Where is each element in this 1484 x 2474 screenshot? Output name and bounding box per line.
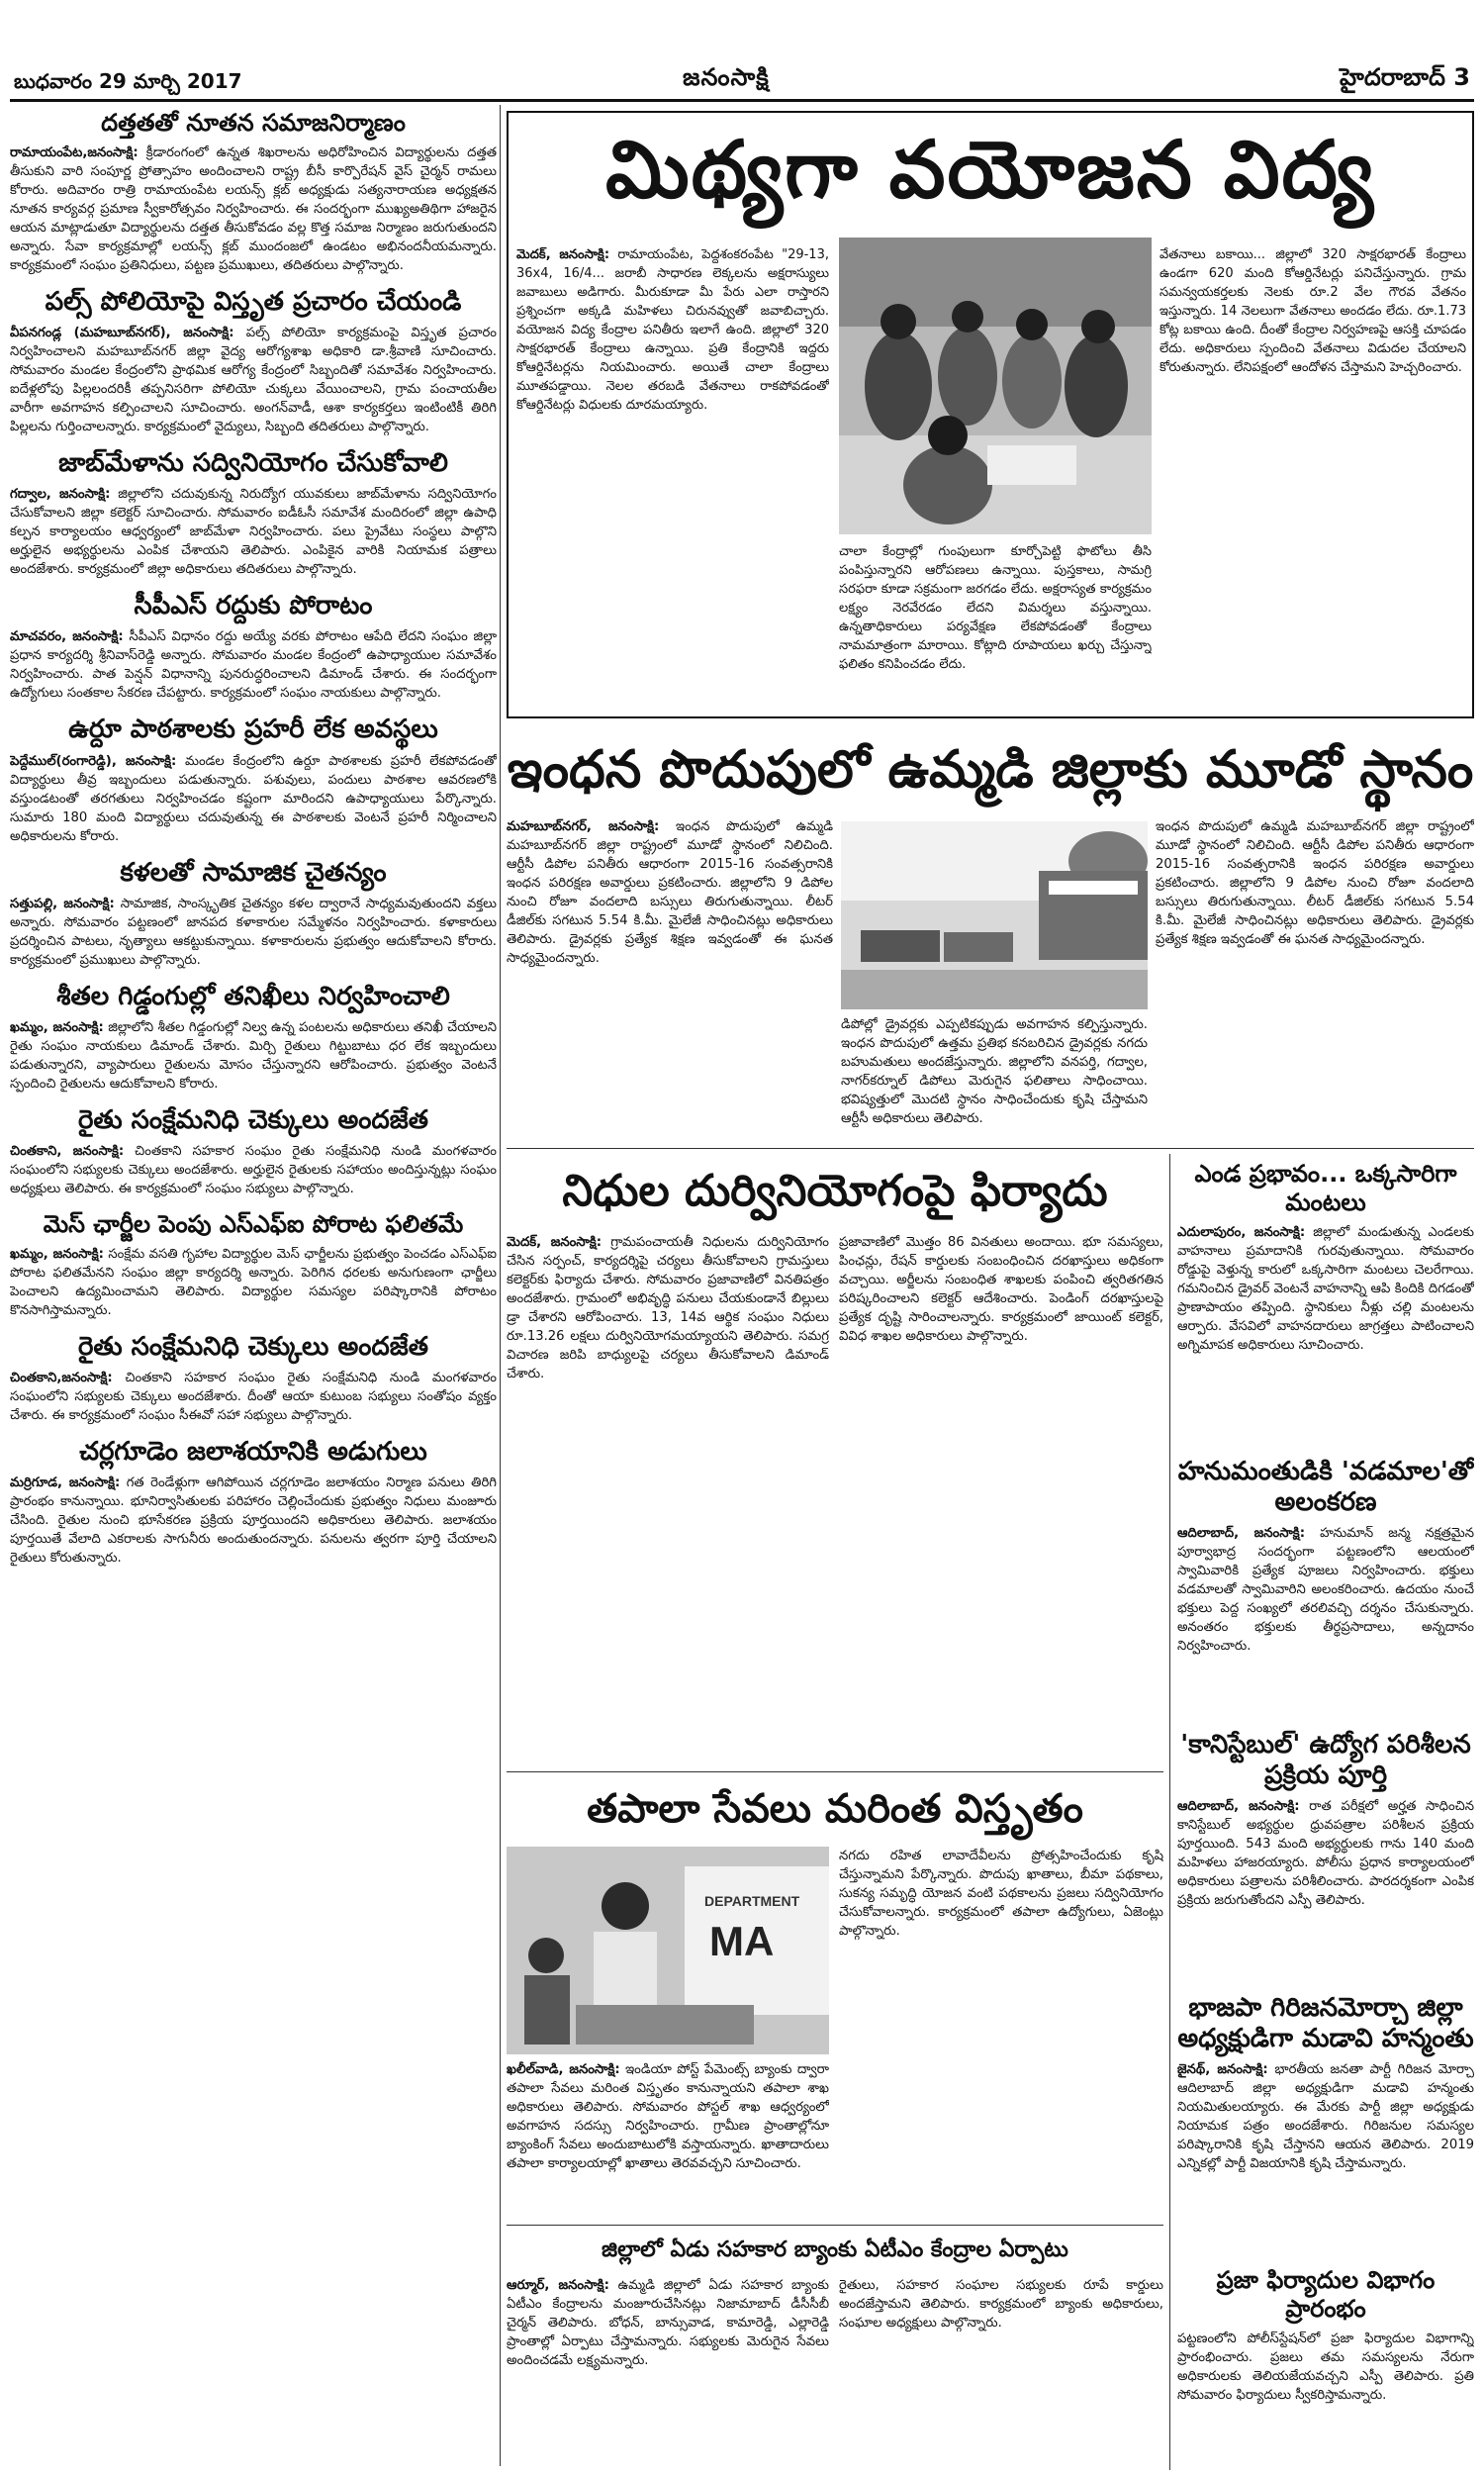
section-rule (507, 2225, 1163, 2226)
bus-depot-photo (841, 821, 1148, 1009)
fuel-story-body-col2: డిపోల్లో డ్రైవర్లకు ఎప్పటికప్పుడు అవగాహన కల్పిస్తున్నారు. ఇంధన పొదుపులో ఉత్తమ ప్రతిభ కనబరిచిన డ్రైవర్లకు నగదు బహుమతులు అందజేస్తున్నారు. జిల్లాలోని వనపర్తి, గద్వాల, నాగర్‌కర్నూల్ డిపోలు మెరుగైన ఫలితాలు సాధించాయి. భవిష్యత్తులో మొదటి స్థానం సాధించేందుకు కృషి చేస్తామని ఆర్టీసీ అధికారులు తెలిపారు. (841, 1017, 1148, 1126)
page-city-number: హైదరాబాద్ 3 (1340, 63, 1470, 91)
story-headline: మెస్ ఛార్జీల పెంపు ఎస్‌ఎఫ్‌ఐ పోరాట ఫలితమే (43, 1210, 464, 1239)
story-body: పల్స్ పోలియో కార్యక్రమంపై విస్తృత ప్రచారం నిర్వహించాలని మహబూబ్‌నగర్ జిల్లా వైద్య ఆరోగ్యశాఖ అధికారి డా.శ్రీవాణి సూచించారు. సోమవారం మండల కేంద్రంలోని ప్రాథమిక ఆరోగ్య కేంద్రంలో సిబ్బందితో సమావేశం నిర్వహించారు. ఐదేళ్లలోపు పిల్లలందరికీ తప్పనిసరిగా పోలియో చుక్కలు వేయించాలని, గ్రామ పంచాయతీల వారీగా అవగాహన కల్పించాలని సూచించారు. అంగన్‌వాడీ, ఆశా కార్యకర్తలు ఇంటింటికీ తిరిగి పిల్లలను గుర్తించాలన్నారు. కార్యక్రమంలో వైద్యులు, సిబ్బంది తదితరులు పాల్గొన్నారు. (10, 325, 497, 434)
story-headline: శీతల గిడ్డంగుల్లో తనిఖీలు నిర్వహించాలి (56, 981, 450, 1011)
feature-body-col2: చాలా కేంద్రాల్లో గుంపులుగా కూర్చోపెట్టి ఫొటోలు తీసి పంపిస్తున్నారని ఆరోపణలు ఉన్నాయి. పుస్తకాలు, సామగ్రి సరఫరా కూడా సక్రమంగా జరగడం లేదు. అక్షరాస్యత కార్యక్రమం లక్ష్యం నెరవేరడం లేదని విమర్శలు వస్తున్నాయి. ఉన్నతాధికారులు పర్యవేక్షణ లేకపోవడంతో కేంద్రాలు నామమాత్రంగా మారాయి. కోట్లాది రూపాయలు ఖర్చు చేస్తున్నా ఫలితం కనిపించడం లేదు. (839, 544, 1152, 672)
story-headline: రైతు సంక్షేమనిధి చెక్కులు అందజేత (77, 1104, 429, 1135)
dateline: ఖమ్మం, జనంసాక్షి: (10, 1019, 104, 1035)
fuel-story-body-col1: ఇంధన పొదుపులో ఉమ్మడి మహబూబ్‌నగర్ జిల్లా రాష్ట్రంలో మూడో స్థానంలో నిలిచింది. ఆర్టీసీ డిపోల పనితీరు ఆధారంగా 2015-16 సంవత్సరానికి ఇంధన పరిరక్షణ అవార్డులు ప్రకటించారు. జిల్లాలోని 9 డిపోల నుంచి రోజూ వందలాది బస్సులు తిరుగుతున్నాయి. లీటర్ డీజిల్‌కు సగటున 5.54 కి.మీ. మైలేజీ సాధించినట్లు అధికారులు తెలిపారు. డ్రైవర్లకు ప్రత్యేక శిక్షణ ఇవ్వడంతో ఈ ఘనత సాధ్యమైందన్నారు. (507, 819, 833, 966)
story-body: హనుమాన్ జన్మ నక్షత్రమైన పూర్వాభాద్ర సందర్భంగా పట్టణంలోని ఆలయంలో స్వామివారికి ప్రత్యేక పూజలు నిర్వహించారు. భక్తులు వడమాలతో స్వామివారిని అలంకరించారు. ఉదయం నుంచే భక్తులు పెద్ద సంఖ్యలో తరలివచ్చి దర్శనం చేసుకున్నారు. అనంతరం భక్తులకు తీర్థప్రసాదాలు, అన్నదానం నిర్వహించారు. (1177, 1526, 1474, 1655)
story-headline: చర్లగూడెం జలాశయానికి అడుగులు (79, 1437, 427, 1468)
dateline: ఆర్మూర్, జనంసాక్షి: (507, 2278, 609, 2293)
dateline: చింతకాని, జనంసాక్షి: (10, 1144, 125, 1160)
dateline: ఆదిలాబాద్, జనంసాక్షి: (1177, 1799, 1300, 1815)
story-mess-charges (10, 1210, 497, 1320)
story-headline: హనుమంతుడికి 'వడమాల'తో అలంకరణ (1177, 1457, 1474, 1518)
fuel-story-headline: ఇంధన పొదుపులో ఉమ్మడి జిల్లాకు మూడో స్థానం (507, 740, 1474, 800)
story-body: భారతీయ జనతా పార్టీ గిరిజన మోర్చా ఆదిలాబాద్ జిల్లా అధ్యక్షుడిగా మడావి హన్మంతు నియమితులయ్యారు. ఈ మేరకు పార్టీ జిల్లా అధ్యక్షుడు నియామక పత్రం అందజేశారు. గిరిజనుల సమస్యల పరిష్కారానికి కృషి చేస్తానని ఆయన తెలిపారు. 2019 ఎన్నికల్లో పార్టీ విజయానికి కృషి చేస్తామన్నారు. (1177, 2062, 1474, 2172)
story-welfare-cheques-2 (10, 1332, 497, 1425)
dateline: మెదక్, జనంసాక్షి: (507, 1235, 603, 1250)
story-heat (1177, 1156, 1474, 1443)
story-urdu-school (10, 714, 497, 845)
story-body: రాత పరీక్షలో అర్హత సాధించిన కానిస్టేబుల్ అభ్యర్థుల ధ్రువపత్రాల పరిశీలన ప్రక్రియ పూర్తయింది. 543 మంది అభ్యర్థులకు గాను 140 మంది మహిళలు హాజరయ్యారు. పోలీసు ప్రధాన కార్యాలయంలో అధికారులు పత్రాలను పరిశీలించారు. పారదర్శకంగా ఎంపిక ప్రక్రియ జరుగుతోందని ఎస్పీ తెలిపారు. (1177, 1799, 1474, 1909)
left-news-column (10, 105, 497, 2466)
banner-large-text: MA (709, 1918, 775, 1964)
story-headline: కళలతో సామాజిక చైతన్యం (120, 857, 387, 888)
dateline: పెద్దేముల్(రంగారెడ్డి), జనంసాక్షి: (10, 753, 177, 769)
dateline: మహబూబ్‌నగర్, జనంసాక్షి: (507, 819, 660, 834)
story-reservoir (10, 1437, 497, 1568)
story-constable (1177, 1726, 1474, 1983)
column-divider (1169, 1154, 1170, 2470)
story-body: సామాజిక, సాంస్కృతిక చైతన్యం కళల ద్వారానే సాధ్యమవుతుందని వక్తలు అన్నారు. సోమవారం పట్టణంలో జానపద కళాకారుల సమ్మేళనం నిర్వహించారు. కళాకారులు ప్రదర్శించిన పాటలు, నృత్యాలు ఆకట్టుకున్నాయి. కళాకారులను ప్రభుత్వం ఆదుకోవాలని కోరారు. కార్యక్రమంలో ప్రముఖులు పాల్గొన్నారు. (10, 896, 497, 968)
story-petition (1177, 2262, 1474, 2466)
dateline: మెదక్, జనంసాక్షి: (516, 247, 610, 262)
newspaper-logo: జనంసాక్షి (683, 63, 770, 91)
dateline: రామాయంపేట,జనంసాక్షి: (10, 144, 139, 160)
atm-story-body-col2: రైతులు, సహకార సంఘాల సభ్యులకు రూపే కార్డులు అందజేస్తామని తెలిపారు. కార్యక్రమంలో బ్యాంకు అధికారులు, సంఘాల అధ్యక్షులు పాల్గొన్నారు. (839, 2278, 1163, 2331)
postal-story-body-col1: ఇండియా పోస్ట్ పేమెంట్స్ బ్యాంకు ద్వారా తపాలా సేవలు మరింత విస్తృతం కానున్నాయని తపాలా శాఖ అధికారులు తెలిపారు. సోమవారం పోస్టల్ శాఖ ఆధ్వర్యంలో అవగాహన సదస్సు నిర్వహించారు. గ్రామీణ ప్రాంతాల్లోనూ బ్యాంకింగ్ సేవలు అందుబాటులోకి వస్తాయన్నారు. ఖాతాదారులు తపాలా కార్యాలయాల్లో ఖాతాలు తెరవవచ్చని సూచించారు. (507, 2062, 829, 2171)
masthead (0, 0, 1484, 103)
adult-education-photo (839, 238, 1152, 534)
atm-story-headline: జిల్లాలో ఏడు సహకార బ్యాంకు ఏటీఎం కేంద్రాల ఏర్పాటు (602, 2237, 1068, 2262)
fuel-story-body-col3: ఇంధన పొదుపులో ఉమ్మడి మహబూబ్‌నగర్ జిల్లా రాష్ట్రంలో మూడో స్థానంలో నిలిచింది. ఆర్టీసీ డిపోల పనితీరు ఆధారంగా 2015-16 సంవత్సరానికి ఇంధన పరిరక్షణ అవార్డులు ప్రకటించారు. జిల్లాలోని 9 డిపోల నుంచి రోజూ వందలాది బస్సులు తిరుగుతున్నాయి. లీటర్ డీజిల్‌కు సగటున 5.54 కి.మీ. మైలేజీ సాధించినట్లు అధికారులు తెలిపారు. డ్రైవర్లకు ప్రత్యేక శిక్షణ ఇవ్వడంతో ఈ ఘనత సాధ్యమైందన్నారు. (1156, 819, 1474, 947)
story-headline: భాజపా గిరిజనమోర్చా జిల్లా అధ్యక్షుడిగా మడావి హన్మంతు (1177, 1993, 1474, 2054)
story-body: చింతకాని సహకార సంఘం రైతు సంక్షేమనిధి నుండి మంగళవారం సంఘంలోని సభ్యులకు చెక్కులు అందజేశారు. అర్హులైన రైతులకు సహాయం అందిస్తున్నట్లు సంఘం అధ్యక్షులు తెలిపారు. ఈ కార్యక్రమంలో సంఘం సభ్యులు పాల్గొన్నారు. (10, 1144, 497, 1197)
section-rule (507, 1148, 1474, 1149)
story-body: గత రెండేళ్లుగా ఆగిపోయిన చర్లగూడెం జలాశయం నిర్మాణ పనులు తిరిగి ప్రారంభం కానున్నాయి. భూనిర్వాసితులకు పరిహారం చెల్లించేందుకు ప్రభుత్వం నిధులు మంజూరు చేసింది. రైతుల నుంచి భూసేకరణ ప్రక్రియ పూర్తయిందని అధికారులు తెలిపారు. జలాశయం పూర్తయితే వేలాది ఎకరాలకు సాగునీరు అందుతుందన్నారు. పనులను త్వరగా పూర్తి చేయాలని రైతులు కోరుతున్నారు. (10, 1475, 497, 1567)
story-headline: సీపీఎస్ రద్దుకు పోరాటం (134, 591, 373, 621)
feature-adult-education (507, 111, 1474, 718)
section-rule (507, 1771, 1163, 1772)
dateline: ఎదులాపురం, జనంసాక్షి: (1177, 1224, 1306, 1240)
story-arts (10, 858, 497, 970)
story-headline: 'కానిస్టేబుల్' ఉద్యోగ పరిశీలన ప్రక్రియ పూర్తి (1180, 1730, 1471, 1791)
postal-story-headline: తపాలా సేవలు మరింత విస్తృతం (587, 1786, 1083, 1832)
story-headline: ఉర్దూ పాఠశాలకు ప్రహరీ లేక అవస్థలు (68, 714, 438, 745)
story-bjp (1177, 1989, 1474, 2256)
story-body: చింతకాని సహకార సంఘం రైతు సంక్షేమనిధి నుండి మంగళవారం సంఘంలోని సభ్యులకు చెక్కులు అందజేశారు. దీంతో ఆయా కుటుంబ సభ్యులు సంతోషం వ్యక్తం చేశారు. ఈ కార్యక్రమంలో సంఘం సీఈవో సహా సభ్యులు పాల్గొన్నారు. (10, 1371, 497, 1424)
atm-story-body-col1: ఉమ్మడి జిల్లాలో ఏడు సహకార బ్యాంకు ఏటీఎం కేంద్రాలను మంజూరుచేసినట్లు నిజామాబాద్ డీసీసీబీ చైర్మన్ తెలిపారు. బోధన్, బాన్సువాడ, కామారెడ్డి, ఎల్లారెడ్డి ప్రాంతాల్లో ఏర్పాటు చేస్తామన్నారు. సభ్యులకు మెరుగైన సేవలు అందించడమే లక్ష్యమన్నారు. (507, 2278, 829, 2368)
story-headline: దత్తతతో నూతన సమాజనిర్మాణం (101, 109, 406, 137)
story-cold-storage (10, 982, 497, 1094)
story-cps (10, 591, 497, 703)
story-body: సంక్షేమ వసతి గృహాల విద్యార్థుల మెస్ ఛార్జీలను ప్రభుత్వం పెంచడం ఎస్‌ఎఫ్‌ఐ పోరాట ఫలితమేనని సంఘం జిల్లా కార్యదర్శి అన్నారు. పెరిగిన ధరలకు అనుగుణంగా ఛార్జీలు పెంచాలని ఉద్యమించామని తెలిపారు. విద్యార్థుల సమస్యల పరిష్కారానికి పోరాటం కొనసాగిస్తామన్నారు. (10, 1246, 497, 1318)
story-body: జిల్లాలో మండుతున్న ఎండలకు వాహనాలు ప్రమాదానికి గురవుతున్నాయి. సోమవారం రోడ్డుపై వెళ్తున్న కారులో ఒక్కసారిగా మంటలు చెలరేగాయి. గమనించిన డ్రైవర్ వెంటనే వాహనాన్ని ఆపి కిందికి దిగడంతో ప్రాణాపాయం తప్పింది. స్థానికులు నీళ్లు చల్లి మంటలను ఆర్పారు. వేసవిలో వాహనదారులు జాగ్రత్తలు పాటించాలని అగ్నిమాపక అధికారులు సూచించారు. (1177, 1224, 1474, 1353)
funds-story-headline: నిధుల దుర్వినియోగంపై ఫిర్యాదు (562, 1166, 1108, 1216)
banner-department-text: DEPARTMENT (704, 1893, 800, 1909)
story-body: సీపీఎస్ విధానం రద్దు అయ్యే వరకు పోరాటం ఆపేది లేదని సంఘం జిల్లా ప్రధాన కార్యదర్శి శ్రీనివాస్‌రెడ్డి అన్నారు. సోమవారం మండల కేంద్రంలో ఉపాధ్యాయుల సమావేశం నిర్వహించారు. పాత పెన్షన్ విధానాన్ని పునరుద్ధరించాలని డిమాండ్ చేశారు. ఈ సందర్భంగా ఉద్యోగులు సంతకాల సేకరణ చేపట్టారు. కార్యక్రమంలో సంఘం నాయకులు పాల్గొన్నారు. (10, 629, 497, 702)
story-body: జిల్లాలోని చదువుకున్న నిరుద్యోగ యువకులు జాబ్‌మేళాను సద్వినియోగం చేసుకోవాలని జిల్లా కలెక్టర్ సూచించారు. సోమవారం ఐడీఓసీ సమావేశ మందిరంలో జిల్లా ఉపాధి కల్పన కార్యాలయం ఆధ్వర్యంలో జాబ్‌మేళా నిర్వహించారు. పలు ప్రైవేటు సంస్థలు పాల్గొని అర్హులైన అభ్యర్థులను ఎంపిక చేశాయని తెలిపారు. ఎంపికైన వారికి నియామక పత్రాలు అందజేశారు. కార్యక్రమంలో జిల్లా అధికారులు తదితరులు పాల్గొన్నారు. (10, 487, 497, 578)
story-jobmela (10, 448, 497, 579)
story-welfare-cheques-1 (10, 1105, 497, 1198)
postal-story-body-col2: నగదు రహిత లావాదేవీలను ప్రోత్సహించేందుకు కృషి చేస్తున్నామని పేర్కొన్నారు. పొదుపు ఖాతాలు, బీమా పథకాలు, సుకన్య సమృద్ధి యోజన వంటి పథకాలను ప్రజలు సద్వినియోగం చేసుకోవాలన్నారు. కార్యక్రమంలో తపాలా ఉద్యోగులు, ఏజెంట్లు పాల్గొన్నారు. (839, 1849, 1163, 1939)
funds-story-body-col1: గ్రామపంచాయతీ నిధులను దుర్వినియోగం చేసిన సర్పంచ్, కార్యదర్శిపై చర్యలు తీసుకోవాలని గ్రామస్తులు కలెక్టర్‌కు ఫిర్యాదు చేశారు. సోమవారం ప్రజావాణిలో వినతిపత్రం అందజేశారు. గ్రామంలో అభివృద్ధి పనులు చేయకుండానే బిల్లులు డ్రా చేశారని ఆరోపించారు. 13, 14వ ఆర్థిక సంఘం నిధులు రూ.13.26 లక్షలు దుర్వినియోగమయ్యాయని తెలిపారు. సమగ్ర విచారణ జరిపి బాధ్యులపై చర్యలు తీసుకోవాలని డిమాండ్ చేశారు. (507, 1235, 829, 1381)
story-body: క్రీడారంగంలో ఉన్నత శిఖరాలను అధిరోహించిన విద్యార్థులను దత్తత తీసుకుని వారి సంపూర్ణ ప్రోత్సాహం అందించాలని రాష్ట్ర బీసీ కార్పొరేషన్ వైస్ చైర్మన్ రామలు కోరారు. అదివారం రాత్రి రామాయంపేట లయన్స్ క్లబ్ అధ్యక్షుడు సత్యనారాయణ అధ్యక్షతన నూతన కార్యవర్గ ప్రమాణ స్వీకారోత్సవం నిర్వహించారు. ఈ సందర్భంగా ముఖ్యఅతిథిగా హాజరైన ఆయన మాట్లాడుతూ విద్యార్థులను దత్తత తీసుకోవడం వల్ల కొత్త సమాజ నిర్మాణం జరుగుతుందని అన్నారు. సేవా కార్యక్రమాల్లో లయన్స్ క్లబ్ ముందంజలో ఉండటం అభినందనీయమన్నారు. కార్యక్రమంలో సంఘం ప్రతినిధులు, పట్టణ ప్రముఖులు, తదితరులు పాల్గొన్నారు. (10, 144, 497, 273)
story-body: పట్టణంలోని పోలీస్‌స్టేషన్‌లో ప్రజా ఫిర్యాదుల విభాగాన్ని ప్రారంభించారు. ప్రజలు తమ సమస్యలను నేరుగా అధికారులకు తెలియజేయవచ్చని ఎస్పీ తెలిపారు. ప్రతి సోమవారం ఫిర్యాదులు స్వీకరిస్తామన్నారు. (1177, 2331, 1474, 2403)
story-headline: జాబ్‌మేళాను సద్వినియోగం చేసుకోవాలి (58, 447, 448, 478)
story-headline: పల్స్ పోలియోపై విస్తృత ప్రచారం చేయండి (45, 286, 462, 317)
feature-body-col3: వేతనాలు బకాయి... జిల్లాలో 320 సాక్షరభారత్ కేంద్రాలు ఉండగా 620 మంది కోఆర్డినేటర్లు పనిచేస్తున్నారు. గ్రామ సమన్వయకర్తలకు నెలకు రూ.2 వేల గౌరవ వేతనం ఇస్తున్నారు. 14 నెలలుగా వేతనాలు అందడం లేదు. రూ.1.73 కోట్ల బకాయి ఉంది. దీంతో కేంద్రాల నిర్వహణపై ఆసక్తి చూపడం లేదు. అధికారులు స్పందించి వేతనాలు విడుదల చేయాలని కోరుతున్నారు. లేనిపక్షంలో ఆందోళన చేస్తామని హెచ్చరించారు. (1159, 247, 1466, 375)
dateline: ఆదిలాబాద్, జనంసాక్షి: (1177, 1526, 1305, 1542)
feature-headline: మిథ్యగా వయోజన విద్య (604, 124, 1376, 216)
dateline: ఖలీల్‌వాడి, జనంసాక్షి: (507, 2062, 620, 2077)
column-divider (500, 105, 501, 2466)
story-body: జిల్లాలోని శీతల గిడ్డంగుల్లో నిల్వ ఉన్న పంటలను అధికారులు తనిఖీ చేయాలని రైతు సంఘం నాయకులు డిమాండ్ చేశారు. మిర్చి రైతులు గిట్టుబాటు ధర లేక ఇబ్బందులు పడుతున్నారని, వ్యాపారులు రైతులను మోసం చేస్తున్నారని ఆరోపించారు. ప్రభుత్వం వెంటనే స్పందించి రైతులను ఆదుకోవాలని కోరారు. (10, 1019, 497, 1092)
postal-event-photo (507, 1847, 829, 2054)
story-hanuman (1177, 1453, 1474, 1720)
story-headline: ఎండ ప్రభావం... ఒక్కసారిగా మంటలు (1194, 1160, 1457, 1216)
dateline: గద్వాల, జనంసాక్షి: (10, 487, 111, 503)
story-headline: ప్రజా ఫిర్యాదుల విభాగం ప్రారంభం (1216, 2266, 1436, 2323)
story-body: మండల కేంద్రంలోని ఉర్దూ పాఠశాలకు ప్రహరీ లేకపోవడంతో విద్యార్థులు తీవ్ర ఇబ్బందులు పడుతున్నారు. పశువులు, పందులు పాఠశాల ఆవరణలోకి వస్తుండటంతో తరగతులు నిర్వహించడం కష్టంగా మారిందని ఉపాధ్యాయులు పేర్కొన్నారు. సుమారు 180 మంది విద్యార్థులు చదువుతున్న ఈ పాఠశాలకు వెంటనే ప్రహరీ నిర్మించాలని అధికారులను కోరారు. (10, 753, 497, 844)
dateline: జైనథ్, జనంసాక్షి: (1177, 2062, 1268, 2078)
story-headline: రైతు సంక్షేమనిధి చెక్కులు అందజేత (77, 1331, 429, 1362)
story-polio (10, 287, 497, 436)
dateline: వీపనగండ్ల (మహబూబ్‌నగర్), జనంసాక్షి: (10, 325, 234, 340)
dateline: మర్రిగూడ, జనంసాక్షి: (10, 1475, 121, 1491)
masthead-rule (10, 99, 1474, 102)
dateline: ఖమ్మం, జనంసాక్షి: (10, 1246, 104, 1262)
dateline: మాచవరం, జనంసాక్షి: (10, 629, 124, 645)
dateline: చింతకాని,జనంసాక్షి: (10, 1371, 113, 1386)
feature-body-col1: రామాయంపేట, పెద్దశంకరంపేట "29-13, 36x4, 16/4... జరాబీ సాధారణ లెక్కలను అక్షరాస్యులు జవాబులు అడిగారు. మీరుకూడా మీ పేరు ఎలా రాస్తారని ప్రశ్నించగా అక్కడి మహిళలు చిరునవ్వుతో జవాబిచ్చారు. వయోజన విద్య కేంద్రాల పనితీరు ఇలాగే ఉంది. జిల్లాలో 320 సాక్షరభారత్ కేంద్రాలు ఉన్నాయి. ప్రతి కేంద్రానికి ఇద్దరు కోఆర్డినేటర్లను నియమించారు. అయితే చాలా కేంద్రాలు మూతపడ్డాయి. నెలల తరబడి వేతనాలు రాకపోవడంతో కోఆర్డినేటర్లు విధులకు దూరమయ్యారు. (516, 247, 829, 413)
story-adoption (10, 109, 497, 275)
funds-story-body-col2: ప్రజావాణిలో మొత్తం 86 వినతులు అందాయి. భూ సమస్యలు, పింఛన్లు, రేషన్ కార్డులకు సంబంధించిన దరఖాస్తులు అధికంగా వచ్చాయి. అర్జీలను సంబంధిత శాఖలకు పంపించి త్వరితగతిన పరిష్కరించాలని కలెక్టర్ ఆదేశించారు. పెండింగ్ దరఖాస్తులపై ప్రత్యేక దృష్టి సారించాలన్నారు. కార్యక్రమంలో జాయింట్ కలెక్టర్, వివిధ శాఖల అధికారులు పాల్గొన్నారు. (839, 1235, 1163, 1344)
issue-date: బుధవారం 29 మార్చి 2017 (14, 69, 242, 93)
dateline: సత్తుపల్లి, జనంసాక్షి: (10, 896, 115, 911)
